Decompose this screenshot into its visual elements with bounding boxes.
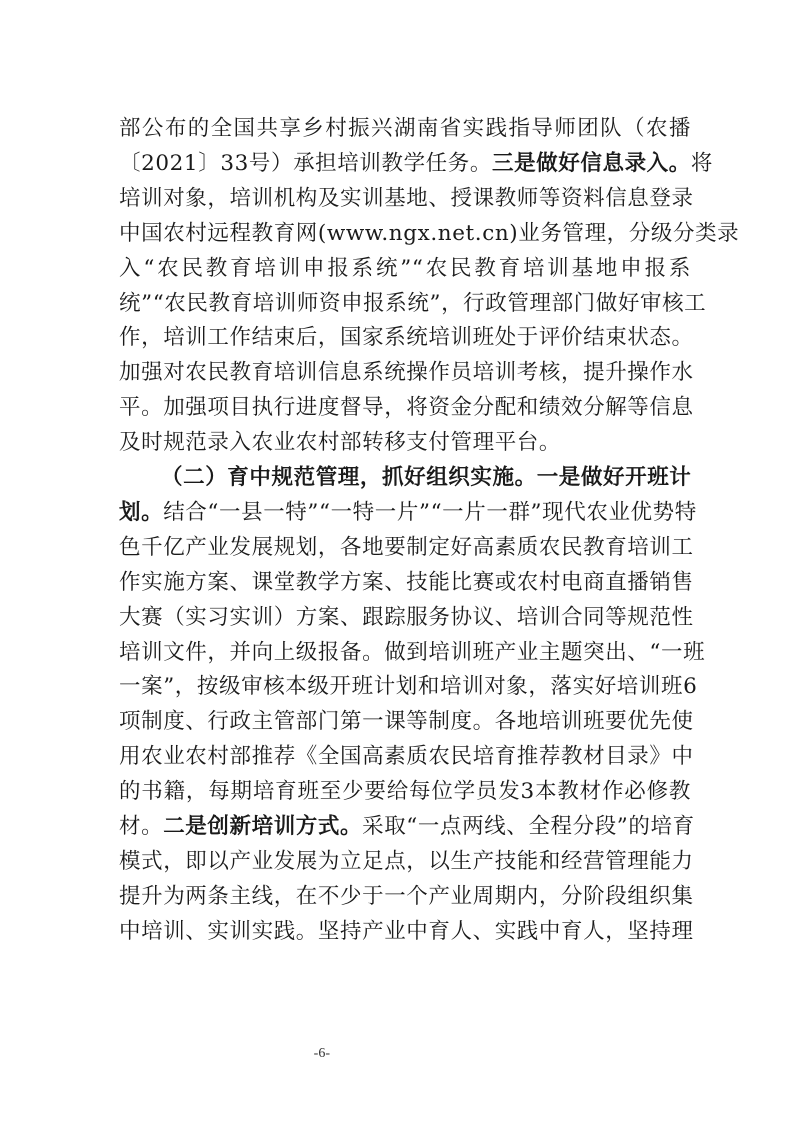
- text-line: [119, 217, 740, 250]
- text-segment: 统”“农民教育培训师资申报系统”，行政管理部门做好审核工: [119, 290, 707, 316]
- bold-phrase: 二是创新培训方式。: [163, 814, 363, 839]
- text-segment: 部公布的全国共享乡村振兴湖南省实践指导师团队（农播: [119, 116, 691, 141]
- text-segment: 作实施方案、课堂教学方案、技能比赛或农村电商直播销售: [119, 569, 694, 595]
- text-line: [119, 775, 691, 808]
- text-segment: 中国农村远程教育网(www.ngx.net.cn)业务管理，分级分类录: [119, 220, 740, 246]
- text-segment: 用农业农村部推荐《全国高素质农民培育推荐教材目录》中: [119, 744, 694, 770]
- text-segment: 中培训、实训实践。坚持产业中育人、实践中育人，坚持理: [119, 918, 694, 944]
- text-line: [119, 391, 694, 424]
- text-line: [119, 880, 694, 913]
- text-line: [119, 426, 561, 459]
- bold-phrase: 划。: [119, 499, 164, 525]
- text-line: [119, 705, 694, 738]
- text-segment: 色千亿产业发展规划，各地要制定好高素质农民教育培训工: [119, 534, 694, 560]
- text-segment: 的书籍，每期培育班至少要给每位学员发3本教材作必修教: [119, 779, 691, 805]
- text-segment: 提升为两条主线，在不少于一个产业周期内，分阶段组织集: [119, 883, 694, 909]
- text-line: [119, 566, 694, 599]
- text-line: [119, 670, 698, 703]
- text-segment: 平。加强项目执行进度督导，将资金分配和绩效分解等信息: [119, 395, 694, 421]
- text-segment: 一案”，按级审核本级开班计划和培训对象，落实好培训班6: [119, 674, 698, 700]
- text-line: [119, 915, 694, 948]
- text-line: [119, 356, 694, 389]
- text-segment: 作，培训工作结束后，国家系统培训班处于评价结束状态。: [119, 325, 694, 351]
- text-line: [119, 112, 691, 145]
- text-line: [119, 845, 694, 878]
- text-segment: 培训对象，培训机构及实训基地、授课教师等资料信息登录: [119, 185, 694, 211]
- text-segment: 培训文件，并向上级报备。做到培训班产业主题突出、“一班: [119, 639, 706, 665]
- text-line: [119, 182, 694, 215]
- text-segment: 材。: [119, 814, 164, 839]
- text-segment: 〔2021〕33号）承担培训教学任务。: [119, 150, 492, 176]
- text-segment: 模式，即以产业发展为立足点，以生产技能和经营管理能力: [119, 848, 694, 874]
- text-segment: 入“农民教育培训申报系统”“农民教育培训基地申报系: [119, 255, 691, 281]
- page-number: -6-: [313, 1046, 330, 1061]
- text-line: [119, 531, 694, 564]
- text-segment: 将: [690, 150, 713, 176]
- text-line: [119, 636, 706, 669]
- text-line: [119, 810, 695, 843]
- text-line: [119, 601, 694, 634]
- text-segment: 采取“一点两线、全程分段”的培育: [362, 814, 695, 839]
- text-line: [119, 740, 694, 773]
- text-segment: 及时规范录入农业农村部转移支付管理平台。: [119, 430, 562, 456]
- text-segment: 加强对农民教育培训信息系统操作员培训考核，提升操作水: [119, 360, 694, 386]
- text-segment: 项制度、行政主管部门第一课等制度。各地培训班要优先使: [119, 709, 694, 735]
- text-line: [161, 461, 691, 494]
- text-segment: 大赛（实习实训）方案、跟踪服务协议、培训合同等规范性: [119, 604, 694, 630]
- text-line: [119, 496, 697, 529]
- bold-phrase: （二）育中规范管理，抓好组织实施。一是做好开班计: [161, 465, 692, 490]
- text-line: [119, 321, 694, 354]
- text-line: [119, 287, 707, 320]
- text-line: [119, 147, 713, 180]
- text-line: [119, 252, 691, 285]
- bold-phrase: 三是做好信息录入。: [491, 150, 691, 176]
- text-segment: 结合“一县一特”“一特一片”“一片一群”现代农业优势特: [163, 499, 697, 525]
